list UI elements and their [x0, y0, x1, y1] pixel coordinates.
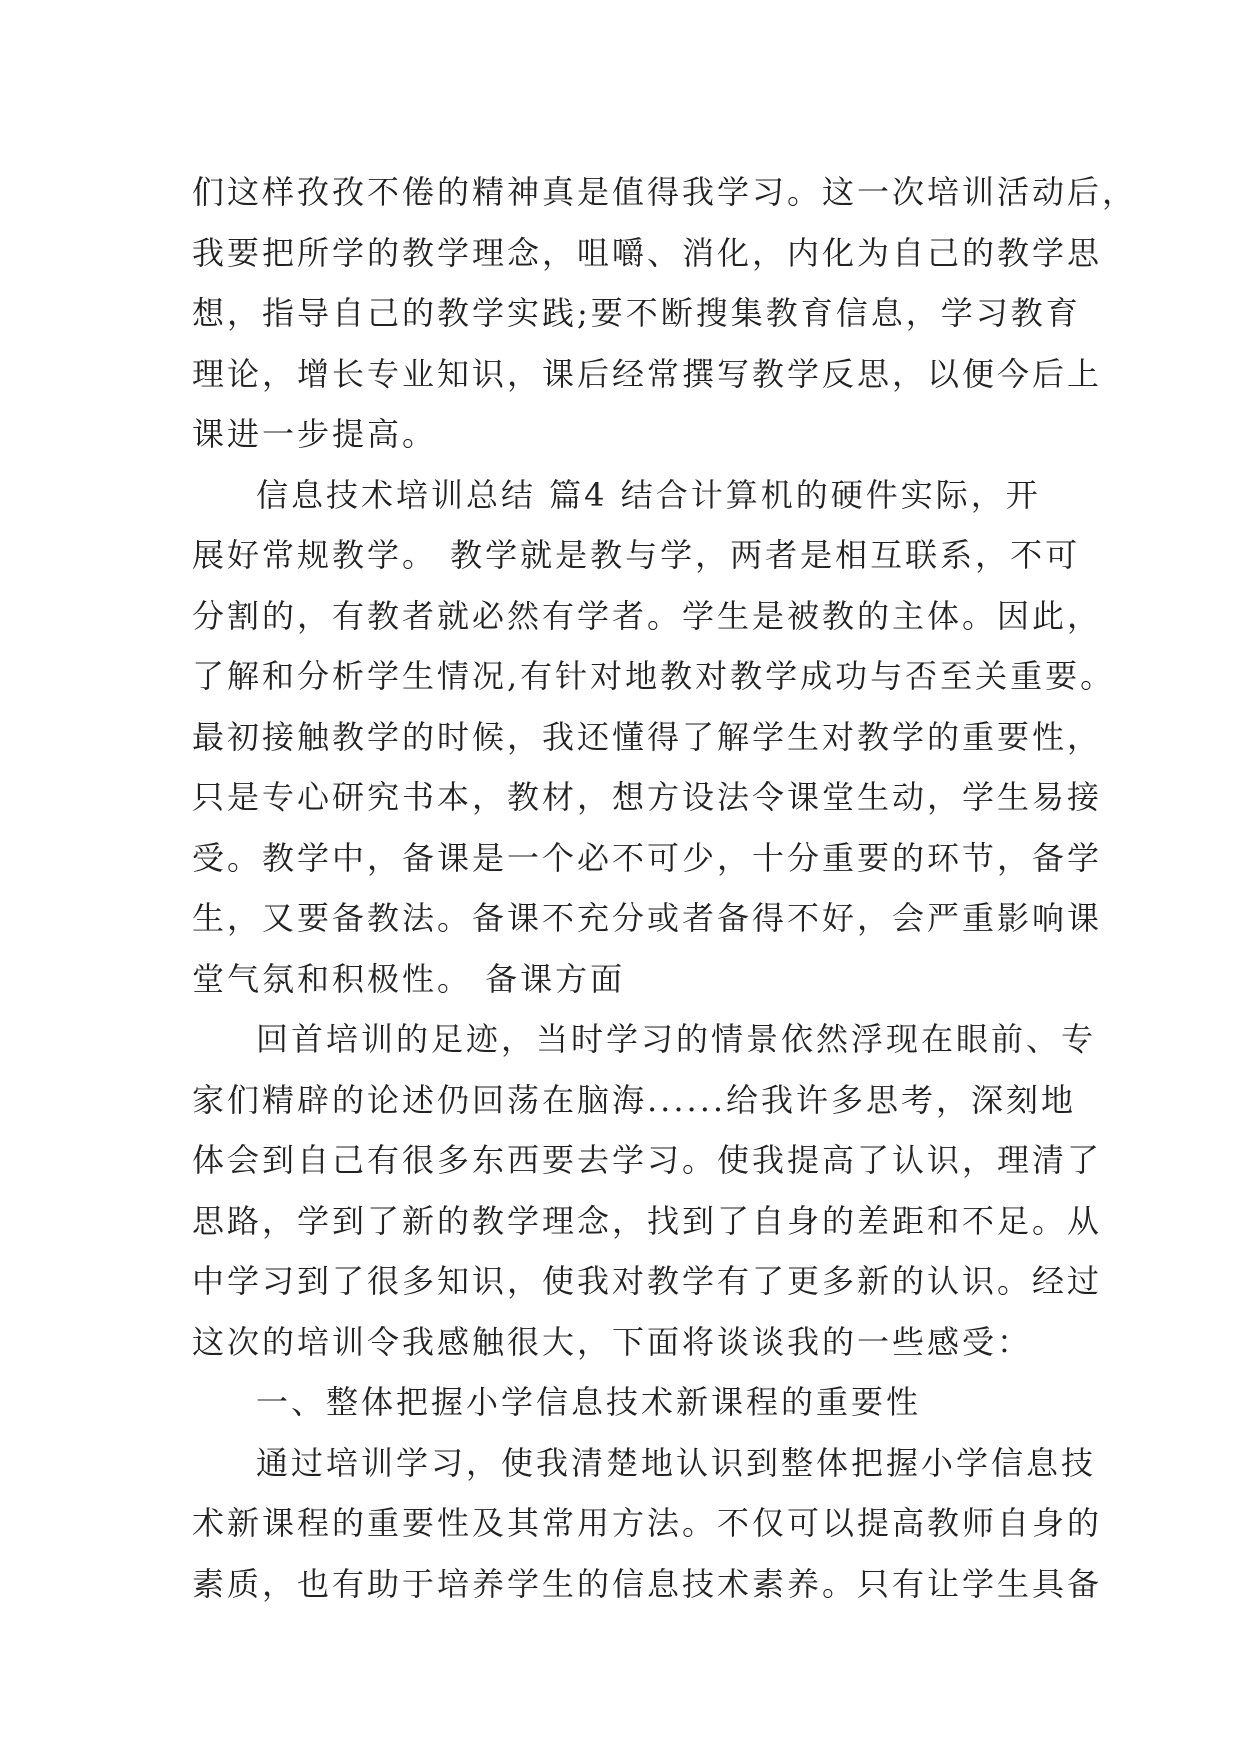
- text-line: 受。教学中，备课是一个必不可少，十分重要的环节，备学: [192, 838, 1103, 877]
- text-line: 生，又要备教法。备课不充分或者备得不好，会严重影响课: [192, 899, 1103, 937]
- text-line: 堂气氛和积极性。 备课方面: [192, 959, 626, 998]
- section-heading-line: 信息技术培训总结 篇4 结合计算机的硬件实际，开: [256, 475, 1041, 514]
- text-line: 家们精辟的论述仍回荡在脑海......给我许多思考，深刻地: [192, 1080, 1077, 1119]
- text-line: 分割的，有教者就必然有学者。学生是被教的主体。因此，: [192, 596, 1103, 635]
- paragraph-start-line: 回首培训的足迹，当时学习的情景依然浮现在眼前、专: [256, 1020, 1097, 1058]
- text-line: 展好常规教学。 教学就是教与学，两者是相互联系，不可: [192, 536, 1081, 574]
- text-line: 只是专心研究书本，教材，想方设法令课堂生动，学生易接: [192, 778, 1103, 816]
- text-line: 理论，增长专业知识，课后经常撰写教学反思，以便今后上: [192, 354, 1103, 393]
- text-line: 思路，学到了新的教学理念，找到了自身的差距和不足。从: [192, 1201, 1103, 1240]
- text-line: 术新课程的重要性及其常用方法。不仅可以提高教师自身的: [192, 1504, 1103, 1542]
- text-line: 们这样孜孜不倦的精神真是值得我学习。这一次培训活动后，: [192, 173, 1138, 211]
- document-body: [192, 162, 1138, 1614]
- text-line: 中学习到了很多知识，使我对教学有了更多新的认识。经过: [192, 1262, 1103, 1300]
- text-line: 素质，也有助于培养学生的信息技术素养。只有让学生具备: [192, 1564, 1103, 1603]
- text-line: 课进一步提高。: [192, 415, 438, 453]
- text-line: 我要把所学的教学理念，咀嚼、消化，内化为自己的教学思: [192, 233, 1103, 272]
- text-line: 体会到自己有很多东西要去学习。使我提高了认识，理清了: [192, 1141, 1103, 1179]
- text-line: 想，指导自己的教学实践;要不断搜集教育信息，学习教育: [192, 294, 1081, 332]
- text-line: 了解和分析学生情况,有针对地教对教学成功与否至关重要。: [192, 657, 1116, 695]
- subsection-heading-line: 一、整体把握小学信息技术新课程的重要性: [256, 1383, 922, 1421]
- paragraph-start-line: 通过培训学习，使我清楚地认识到整体把握小学信息技: [256, 1443, 1097, 1482]
- text-line: 最初接触教学的时候，我还懂得了解学生对教学的重要性，: [192, 717, 1103, 756]
- text-line: 这次的培训令我感触很大，下面将谈谈我的一些感受：: [192, 1322, 1033, 1361]
